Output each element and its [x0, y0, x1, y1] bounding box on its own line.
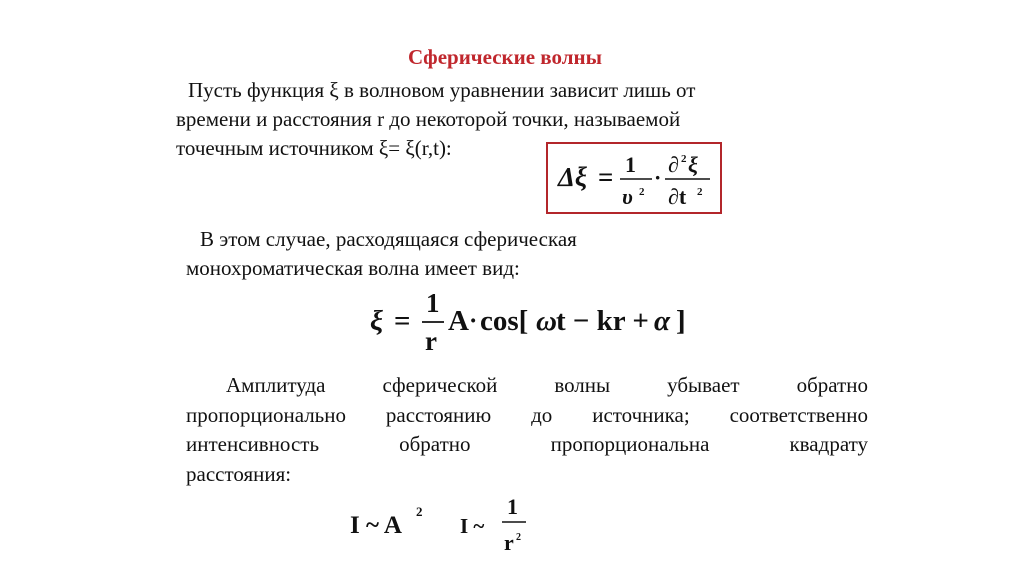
case-paragraph — [186, 225, 577, 283]
inverse-square-numerator: 1 — [507, 494, 518, 519]
spherical-wave-formula — [370, 288, 690, 358]
frac2-numerator-xi: ξ — [688, 152, 698, 177]
intensity-formulas — [350, 494, 540, 566]
case-line-1: В этом случае, расходящаяся сферическая — [200, 227, 577, 251]
word: до — [531, 402, 553, 427]
word: источника; — [592, 402, 690, 427]
word: пропорциональна — [550, 432, 710, 456]
frac1-denominator-exponent: 2 — [639, 186, 645, 198]
word: сферической — [382, 373, 498, 397]
equals-sign-2: = — [394, 305, 411, 337]
phase-expression: t − kr + — [556, 305, 649, 337]
alpha-symbol: α — [654, 305, 671, 337]
intro-line-1: Пусть функция ξ в волновом уравнении зависит лишь от — [188, 78, 696, 102]
slide-title: Сферические волны — [408, 45, 603, 69]
frac2-numerator-exponent: 2 — [681, 153, 687, 165]
multiply-dot: · — [654, 165, 662, 190]
case-line-2: монохроматическая волна имеет вид: — [186, 256, 520, 280]
cos-open: cos[ — [480, 305, 529, 337]
amplitude-line-2 — [186, 401, 868, 431]
word: волны — [554, 373, 611, 397]
word: убывает — [667, 373, 740, 397]
amplitude-line-1 — [186, 371, 868, 401]
inverse-square-denominator: r — [504, 530, 514, 555]
amplitude-exponent: 2 — [416, 504, 423, 519]
amplitude-line-4: расстояния: — [186, 461, 292, 486]
bracket-close: ] — [676, 305, 686, 337]
amplitude-a: A — [448, 305, 469, 337]
word: соответственно — [729, 402, 868, 427]
frac2-partial: ∂ — [668, 152, 679, 177]
intensity-distance-relation: I ~ — [460, 514, 485, 538]
amplitude-line-3 — [186, 430, 868, 460]
word: интенсивность — [186, 432, 320, 456]
word: пропорционально — [186, 402, 346, 427]
frac2-denominator-exponent: 2 — [697, 186, 703, 198]
one-over-r-denominator: r — [425, 326, 437, 356]
word: обратно — [399, 432, 471, 456]
word: расстоянию — [385, 402, 492, 427]
amplitude-paragraph — [186, 371, 868, 489]
xi-symbol: ξ — [370, 305, 384, 337]
intro-line-3: точечным источником ξ= ξ(r,t): — [176, 136, 452, 160]
word: обратно — [796, 373, 868, 397]
frac2-denominator: ∂t — [668, 184, 687, 209]
laplacian-xi: Δξ — [558, 162, 588, 192]
inverse-square-exponent: 2 — [516, 532, 521, 543]
omega-symbol: ω — [536, 305, 557, 337]
intensity-amplitude-relation: I ~ A — [350, 512, 402, 539]
intro-line-2: времени и расстояния r до некоторой точки, называемой — [176, 107, 681, 131]
multiply-dot-2: · — [469, 308, 478, 335]
word: Амплитуда — [226, 373, 326, 397]
wave-equation-formula — [546, 142, 722, 214]
equals-sign: = — [598, 162, 614, 192]
frac1-numerator: 1 — [625, 152, 636, 177]
one-over-r-numerator: 1 — [426, 288, 440, 318]
frac1-denominator: υ — [622, 184, 633, 209]
word: квадрату — [789, 432, 868, 456]
